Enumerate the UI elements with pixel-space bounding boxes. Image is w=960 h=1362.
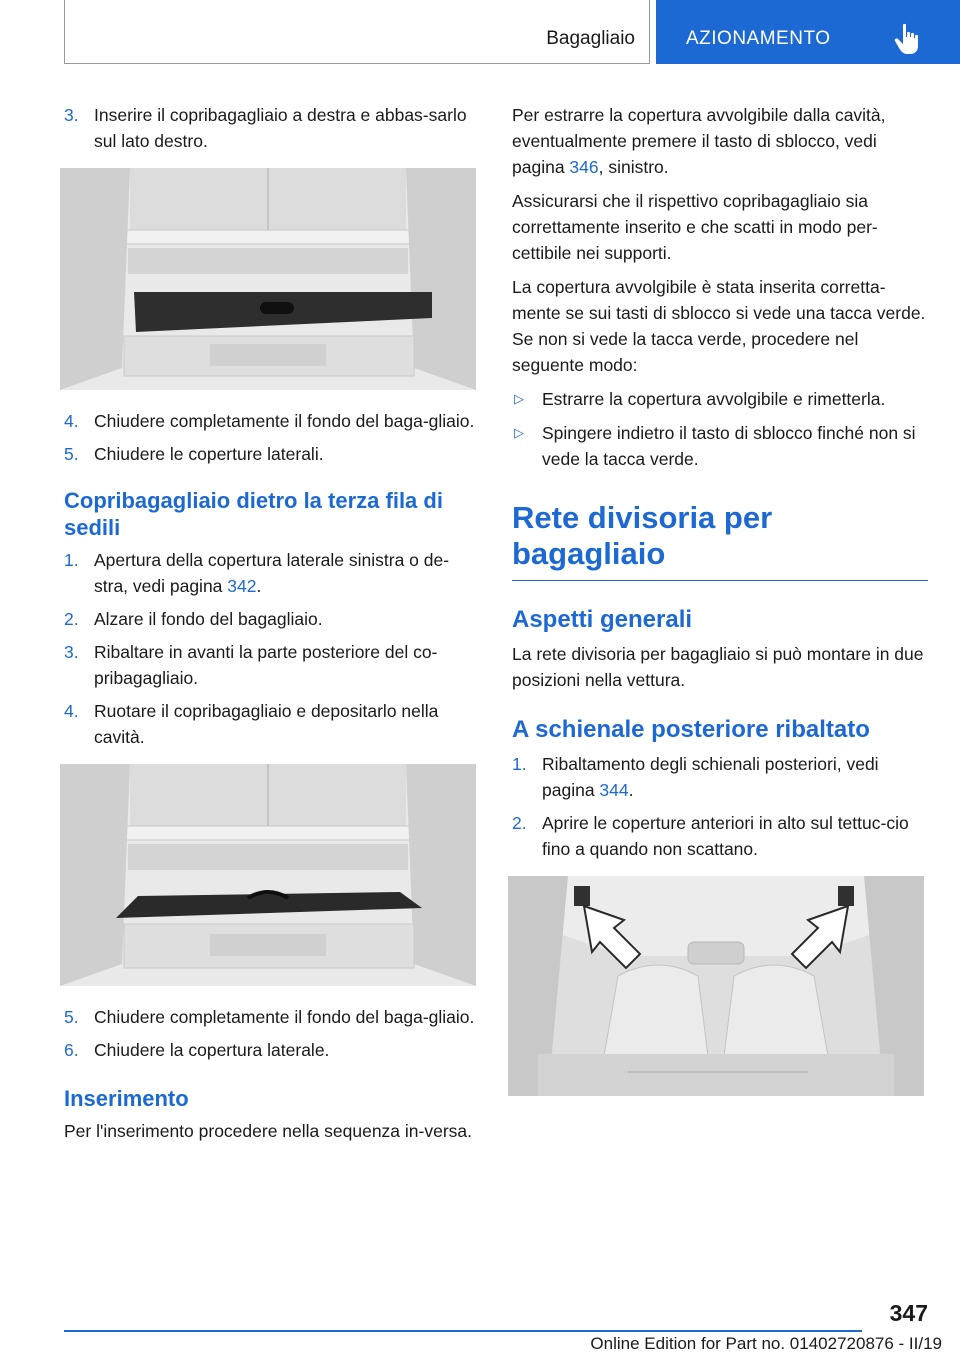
bullet-item: [512, 420, 928, 472]
trunk-cover-photo-2: [60, 764, 476, 986]
step-number: 3.: [64, 105, 79, 125]
section-heading: Inserimento: [64, 1086, 189, 1111]
header-chapter-box: [656, 0, 960, 64]
step-number: 6.: [64, 1040, 79, 1060]
section-heading: Aspetti generali: [512, 606, 693, 633]
page-number: 347: [889, 1300, 928, 1326]
insert-paragraph: Per l'inserimento procedere nella sequenza in-versa.: [64, 1121, 473, 1141]
step-number: 4.: [64, 701, 79, 721]
step-item: [64, 1004, 476, 1030]
step-number: 5.: [64, 444, 79, 464]
step-item: [64, 606, 476, 632]
triangle-bullet-icon: ▷: [514, 425, 524, 440]
triangle-bullet-icon: ▷: [514, 391, 524, 406]
chapter-title: AZIONAMENTO: [686, 28, 831, 49]
step-text: Ribaltamento degli schienali posteriori, vedi pagina: [542, 754, 879, 800]
paragraph: [512, 102, 928, 180]
step-text: Apertura della copertura laterale sinistra o de-stra, vedi pagina: [94, 550, 450, 596]
step-item: [64, 698, 476, 750]
section-heading: A schienale posteriore ribaltato: [512, 716, 870, 743]
step-item: [64, 441, 476, 467]
step-item: [64, 102, 476, 154]
step-text: Chiudere completamente il fondo del baga-gliaio.: [94, 1007, 475, 1027]
step-number: 2.: [512, 813, 527, 833]
step-item: [512, 810, 928, 862]
hand-pointer-icon: [893, 22, 925, 56]
page-link-342[interactable]: 342: [227, 576, 257, 596]
step-text-end: .: [256, 576, 262, 596]
section-title: Bagagliaio: [546, 28, 635, 49]
cabin-ceiling-photo: [508, 876, 924, 1096]
page-link-346[interactable]: 346: [569, 157, 599, 177]
step-text: Aprire le coperture anteriori in alto sul tettuc-cio fino a quando non scattano.: [542, 813, 909, 859]
paragraph: La copertura avvolgibile è stata inserita corretta-mente se sui tasti di sblocco si vede una tacca verde. Se non si vede la tacca verde, procedere nel seguente modo:: [512, 277, 926, 375]
trunk-cover-illustration-1: [60, 168, 476, 390]
right-column: [512, 102, 928, 1114]
footer-divider: [64, 1330, 862, 1332]
cabin-ceiling-illustration: [508, 876, 924, 1096]
step-number: 2.: [64, 609, 79, 629]
bullet-text: Spingere indietro il tasto di sblocco finché non si vede la tacca verde.: [542, 423, 916, 469]
step-item: [512, 751, 928, 803]
page-footer: [0, 1300, 960, 1362]
header-section-box: [64, 0, 650, 64]
step-item: [64, 547, 476, 599]
step-text: Chiudere completamente il fondo del baga-gliaio.: [94, 411, 475, 431]
bullet-item: [512, 386, 928, 412]
trunk-cover-photo-1: [60, 168, 476, 390]
step-text: Inserire il copribagagliaio a destra e abbas-sarlo sul lato destro.: [94, 105, 467, 151]
step-text: Ribaltare in avanti la parte posteriore del co-pribagagliaio.: [94, 642, 438, 688]
step-number: 1.: [64, 550, 79, 570]
step-text: Alzare il fondo del bagagliaio.: [94, 609, 323, 629]
left-column: [64, 102, 476, 1152]
step-number: 1.: [512, 754, 527, 774]
step-item: [64, 639, 476, 691]
bullet-text: Estrarre la copertura avvolgibile e rimetterla.: [542, 389, 886, 409]
step-text: Ruotare il copribagagliaio e depositarlo nella cavità.: [94, 701, 439, 747]
step-text: Chiudere la copertura laterale.: [94, 1040, 330, 1060]
edition-text: Online Edition for Part no. 01402720876 - II/19: [590, 1334, 942, 1353]
step-item: [64, 1037, 476, 1063]
paragraph-text-end: , sinistro.: [598, 157, 669, 177]
step-number: 3.: [64, 642, 79, 662]
chapter-heading: Rete divisoria per bagagliaio: [512, 500, 928, 581]
step-text-end: .: [628, 780, 634, 800]
paragraph-text: Per estrarre la copertura avvolgibile dalla cavità, eventualmente premere il tasto di sblocco, vedi pagina: [512, 105, 886, 177]
step-number: 5.: [64, 1007, 79, 1027]
paragraph: Assicurarsi che il rispettivo copribagagliaio sia correttamente inserito e che scatti in modo per-cettibile nei supporti.: [512, 191, 878, 263]
step-text: Chiudere le coperture laterali.: [94, 444, 324, 464]
step-item: [64, 408, 476, 434]
page-link-344[interactable]: 344: [599, 780, 629, 800]
trunk-cover-illustration-2: [60, 764, 476, 986]
step-number: 4.: [64, 411, 79, 431]
section-heading: Copribagagliaio dietro la terza fila di sedili: [64, 488, 443, 540]
paragraph: La rete divisoria per bagagliaio si può montare in due posizioni nella vettura.: [512, 644, 924, 690]
page-header: [0, 0, 960, 66]
